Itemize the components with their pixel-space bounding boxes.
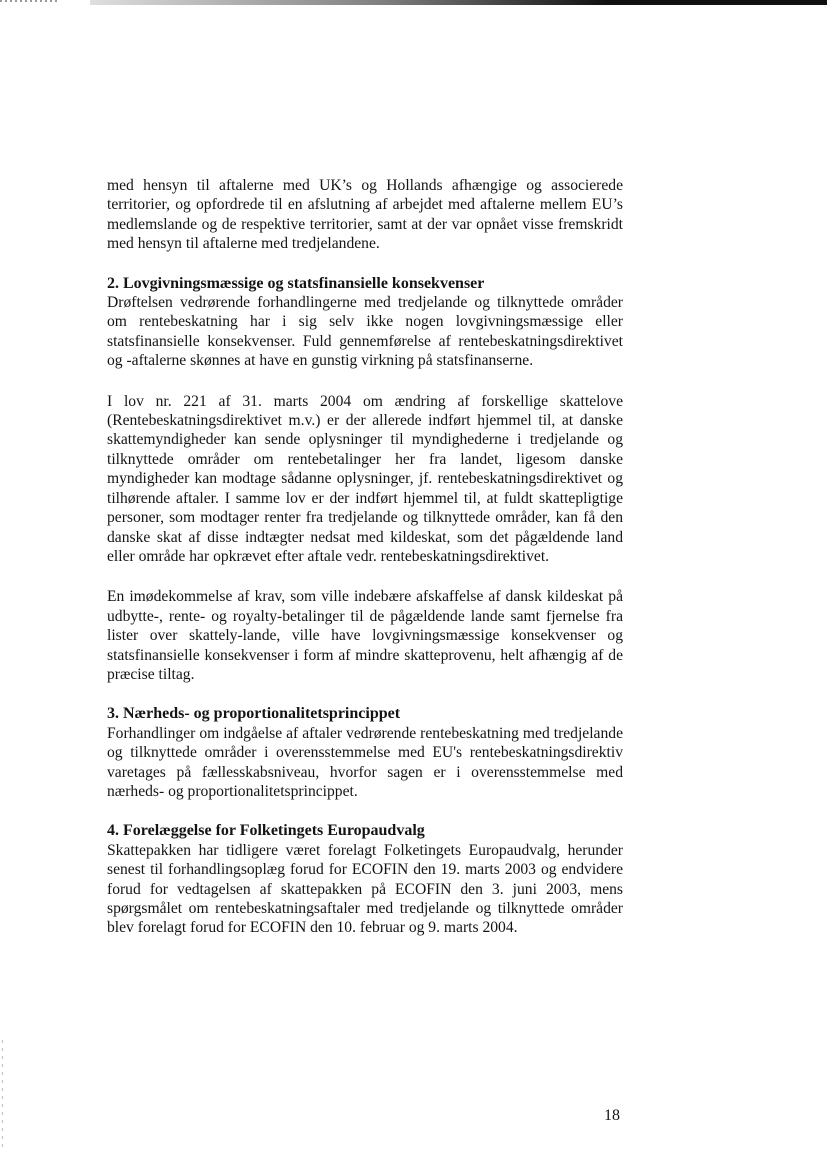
intro-paragraph: med hensyn til aftalerne med UK’s og Hollands afhængige og associerede territorier, og opfordrede til en afslutning af arbejdet med aftalerne mellem EU’s medlemslande og de respektive territorier, samt at der var opnået visse fremskridt med hensyn til aftalerne med tredjelandene.: [107, 177, 623, 253]
scan-artifact-top-rule: [90, 0, 827, 5]
section-4: [107, 821, 623, 937]
section-paragraph: En imødekommelse af krav, som ville indebære afskaffelse af dansk kildeskat på udbytte-, rente- og royalty-betalinger til de pågældende lande samt fjernelse fra lister over skattely-lande, ville have lovgivningsmæssige konsekvenser og statsfinansielle konsekvenser i form af mindre skatteprovenu, helt afhængig af de præcise tiltag.: [107, 588, 623, 683]
section-paragraph: Forhandlinger om indgåelse af aftaler vedrørende rentebeskatning med tredjelande og tilknyttede områder i overensstemmelse med EU's rentebeskatningsdirektiv varetages på fællesskabsniveau, hvorfor sagen er i overensstemmelse med nærheds- og proportionalitetsprincippet.: [107, 724, 623, 800]
section-heading: 2. Lovgivningsmæssige og statsfinansielle konsekvenser: [107, 274, 485, 292]
section-2: [107, 274, 623, 685]
section-paragraph: Drøftelsen vedrørende forhandlingerne med tredjelande og tilknyttede områder om rentebeskatning har i sig selv ikke nogen lovgivningsmæssige eller statsfinansielle konsekvenser. Fuld gennemførelse af rentebeskatningsdirektivet og -aftalerne skønnes at have en gunstig virkning på statsfinanserne.: [107, 294, 623, 370]
section-heading: 3. Nærheds- og proportionalitetsprincippet: [107, 705, 401, 723]
section-3: [107, 704, 623, 801]
section-paragraph: I lov nr. 221 af 31. marts 2004 om ændring af forskellige skattelove (Rentebeskatningsdirektivet m.v.) er der allerede indført hjemmel til, at danske skattemyndigheder kan sende oplysninger til myndighederne i tredjelande og tilknyttede områder om rentebetalinger her fra landet, ligesom danske myndigheder kan modtage sådanne oplysninger, jf. rentebeskatningsdirektivet og tilhørende aftaler. I samme lov er der indført hjemmel til, at fuldt skattepligtige personer, som modtager renter fra tredjelande og tilknyttede områder, kan få den danske skat af disse indtægter nedsat med kildeskat, som det pågældende land eller område har opkrævet efter aftale vedr. rentebeskatningsdirektivet.: [107, 392, 623, 565]
scan-artifact-left-edge: [2, 1040, 3, 1150]
page-number: 18: [604, 1107, 620, 1124]
section-heading: 4. Forelæggelse for Folketingets Europaudvalg: [107, 822, 425, 840]
scan-artifact-top-left: [0, 0, 60, 2]
section-paragraph: Skattepakken har tidligere været forelagt Folketingets Europaudvalg, herunder senest til forhandlingsoplæg forud for ECOFIN den 19. marts 2003 og endvidere forud for vedtagelsen af skattepakken på ECOFIN den 3. juni 2003, mens spørgsmålet om rentebeskatningsaftaler med tredjelande og tilknyttede områder blev forelagt forud for ECOFIN den 10. februar og 9. marts 2004.: [107, 841, 623, 937]
page-body: [107, 176, 623, 938]
